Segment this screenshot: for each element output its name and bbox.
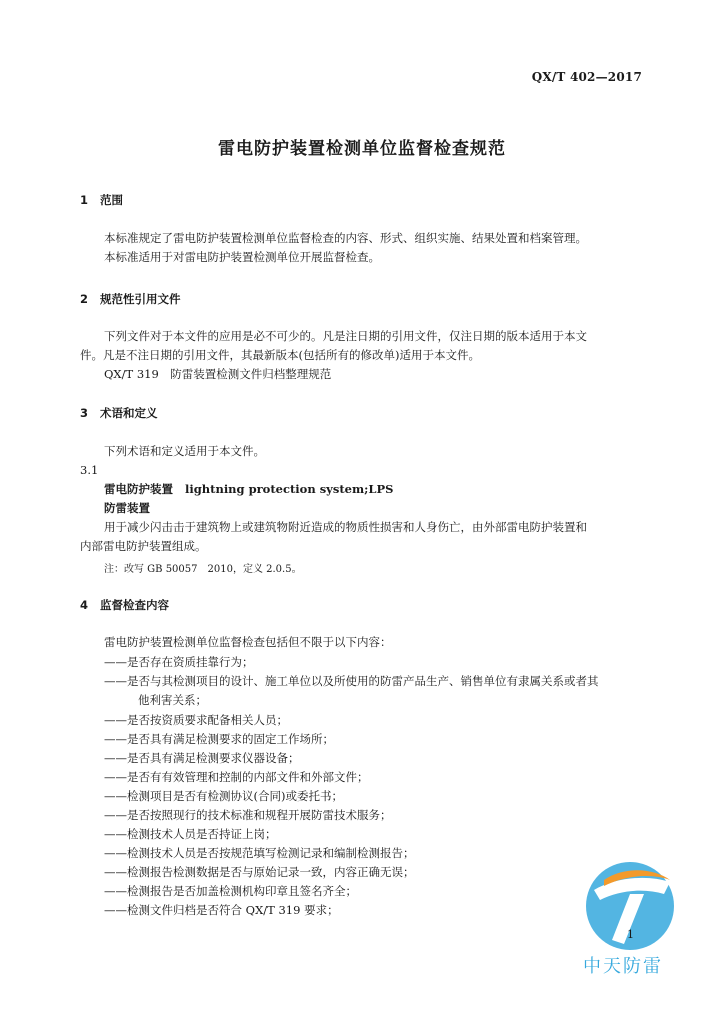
reference-item: QX/T 319 防雷装置检测文件归档整理规范	[104, 367, 332, 381]
list-item: ——检测技术人员是否按规范填写检测记录和编制检测报告；	[104, 846, 415, 860]
paragraph: 本标准适用于对雷电防护装置检测单位开展监督检查。	[104, 250, 380, 264]
section-number: 2	[80, 292, 89, 306]
list-item: ——是否存在资质挂靠行为；	[104, 655, 254, 669]
list-item: ——检测报告检测数据是否与原始记录一致，内容正确无误；	[104, 865, 415, 879]
section-title: 规范性引用文件	[100, 292, 181, 306]
section-3-heading	[80, 405, 158, 421]
term-alternate: 防雷装置	[104, 501, 150, 515]
document-title: 雷电防护装置检测单位监督检查规范	[218, 139, 506, 159]
section-1-heading	[80, 192, 123, 208]
page-number: 1	[627, 928, 634, 941]
paragraph: 下列术语和定义适用于本文件。	[104, 444, 265, 458]
list-item: ——检测报告是否加盖检测机构印章且签名齐全；	[104, 884, 357, 898]
section-title: 术语和定义	[100, 406, 158, 420]
list-item: ——是否具有满足检测要求的固定工作场所；	[104, 732, 334, 746]
list-item: ——是否具有满足检测要求仪器设备；	[104, 751, 300, 765]
section-title: 监督检查内容	[100, 598, 169, 612]
definition: 用于减少闪击击于建筑物上或建筑物附近造成的物质性损害和人身伤亡，由外部雷电防护装置和	[104, 520, 587, 534]
list-item: ——是否按照现行的技术标准和规程开展防雷技术服务；	[104, 808, 392, 822]
list-item: ——检测技术人员是否持证上岗；	[104, 827, 277, 841]
term-chinese: 雷电防护装置	[104, 482, 173, 496]
section-number: 1	[80, 193, 89, 207]
paragraph: 下列文件对于本文件的应用是必不可少的。凡是注日期的引用文件，仅注日期的版本适用于本文	[104, 329, 587, 343]
note: 注：改写 GB 50057 2010，定义 2.0.5。	[104, 564, 302, 575]
standard-code: QX/T 402—2017	[531, 70, 642, 84]
section-number: 3	[80, 406, 89, 420]
section-4-heading	[80, 597, 169, 613]
section-title: 范围	[100, 193, 123, 207]
brand-watermark: 中天防雷	[583, 956, 663, 977]
paragraph: 本标准规定了雷电防护装置检测单位监督检查的内容、形式、组织实施、结果处置和档案管理。	[104, 231, 587, 245]
list-item: 他利害关系；	[138, 693, 207, 707]
term-english: lightning protection system;LPS	[185, 482, 394, 496]
section-number: 4	[80, 598, 89, 612]
list-item: ——检测文件归档是否符合 QX/T 319 要求；	[104, 903, 339, 917]
term-number: 3.1	[80, 463, 99, 477]
list-item: ——是否有有效管理和控制的内部文件和外部文件；	[104, 770, 369, 784]
term-heading	[104, 480, 393, 499]
definition: 内部雷电防护装置组成。	[80, 539, 207, 553]
paragraph: 雷电防护装置检测单位监督检查包括但不限于以下内容：	[104, 635, 392, 649]
section-2-heading	[80, 291, 181, 307]
list-item: ——是否与其检测项目的设计、施工单位以及所使用的防雷产品生产、销售单位有隶属关系或者其	[104, 674, 599, 688]
list-item: ——检测项目是否有检测协议(合同)或委托书；	[104, 789, 343, 803]
paragraph: 件。凡是不注日期的引用文件，其最新版本(包括所有的修改单)适用于本文件。	[80, 348, 480, 362]
list-item: ——是否按资质要求配备相关人员；	[104, 713, 288, 727]
